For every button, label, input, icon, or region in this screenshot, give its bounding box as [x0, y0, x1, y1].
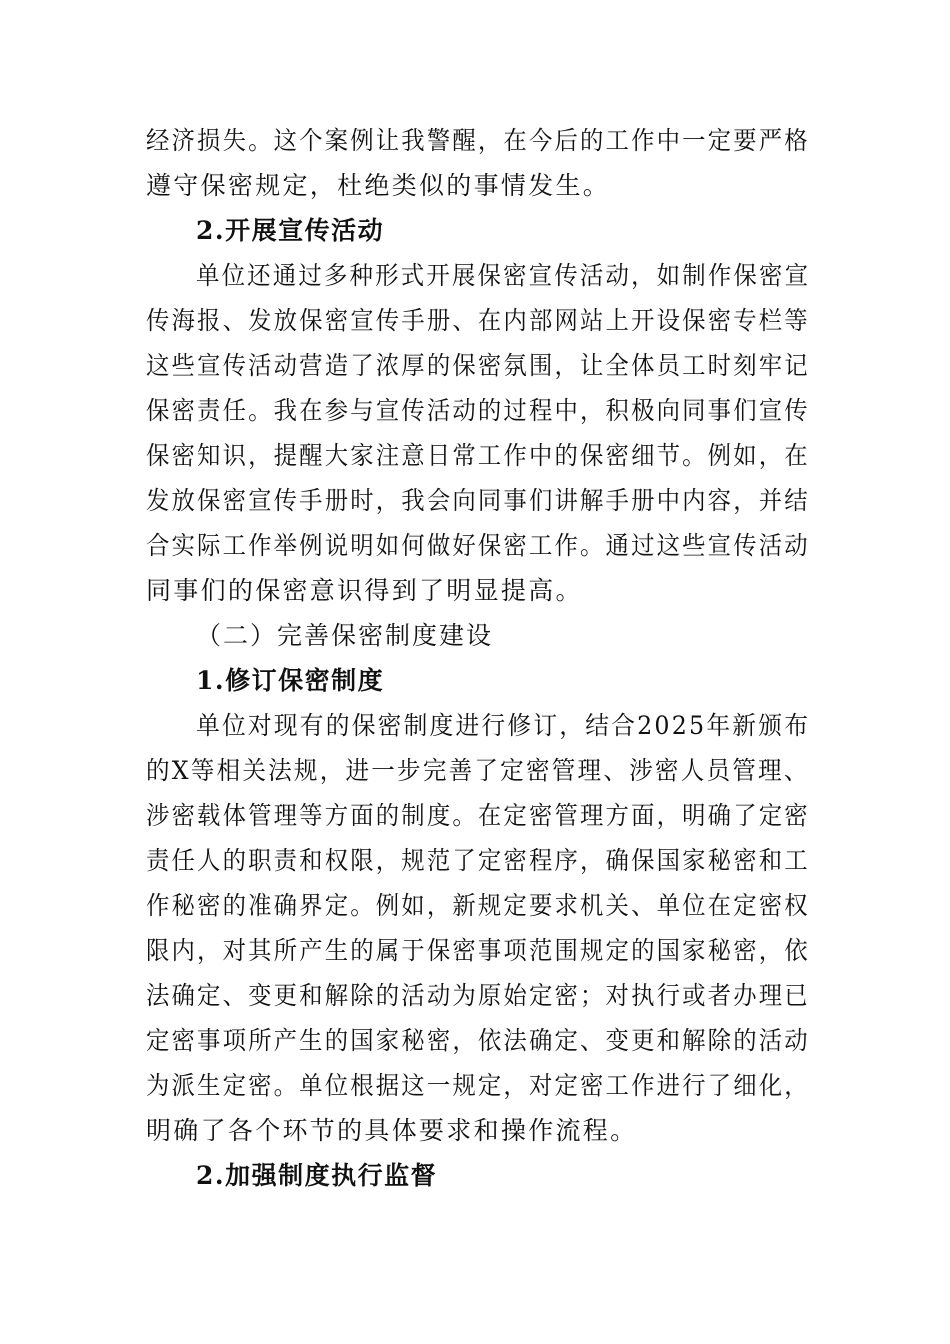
section-heading: （二）完善保密制度建设	[196, 621, 494, 650]
subheading-publicity-activities: 2.开展宣传活动	[196, 216, 385, 245]
paragraph-line: 传海报、发放保密宣传手册、在内部网站上开设保密专栏等	[146, 306, 810, 335]
paragraph-line: 作秘密的准确界定。例如，新规定要求机关、单位在定密权	[146, 891, 810, 920]
paragraph-line: 明确了各个环节的具体要求和操作流程。	[146, 1116, 638, 1145]
paragraph-line: 法确定、变更和解除的活动为原始定密；对执行或者办理已	[146, 981, 810, 1010]
paragraph-line: 定密事项所产生的国家秘密，依法确定、变更和解除的活动	[146, 1026, 810, 1055]
paragraph-line: 经济损失。这个案例让我警醒，在今后的工作中一定要严格	[146, 126, 810, 155]
paragraph-line: 单位还通过多种形式开展保密宣传活动，如制作保密宣	[196, 261, 811, 290]
paragraph-line: 保密责任。我在参与宣传活动的过程中，积极向同事们宣传	[146, 396, 810, 425]
paragraph-line: 发放保密宣传手册时，我会向同事们讲解手册中内容，并结	[146, 486, 810, 515]
subheading-supervision: 2.加强制度执行监督	[196, 1161, 438, 1190]
paragraph-line: 涉密载体管理等方面的制度。在定密管理方面，明确了定密	[146, 801, 810, 830]
paragraph-line: 遵守保密规定，杜绝类似的事情发生。	[146, 171, 611, 200]
paragraph-line: 限内，对其所产生的属于保密事项范围规定的国家秘密，依	[146, 936, 810, 965]
paragraph-line: 合实际工作举例说明如何做好保密工作。通过这些宣传活动	[146, 531, 810, 560]
paragraph-line: 这些宣传活动营造了浓厚的保密氛围，让全体员工时刻牢记	[146, 351, 810, 380]
subheading-revise-system: 1.修订保密制度	[196, 666, 385, 695]
paragraph-line: 单位对现有的保密制度进行修订，结合2025年新颁布	[196, 711, 811, 740]
paragraph-line: 的X等相关法规，进一步完善了定密管理、涉密人员管理、	[146, 756, 810, 785]
paragraph-line: 责任人的职责和权限，规范了定密程序，确保国家秘密和工	[146, 846, 810, 875]
paragraph-line: 保密知识，提醒大家注意日常工作中的保密细节。例如，在	[146, 441, 810, 470]
paragraph-line: 为派生定密。单位根据这一规定，对定密工作进行了细化，	[146, 1071, 810, 1100]
paragraph-line: 同事们的保密意识得到了明显提高。	[146, 576, 583, 605]
